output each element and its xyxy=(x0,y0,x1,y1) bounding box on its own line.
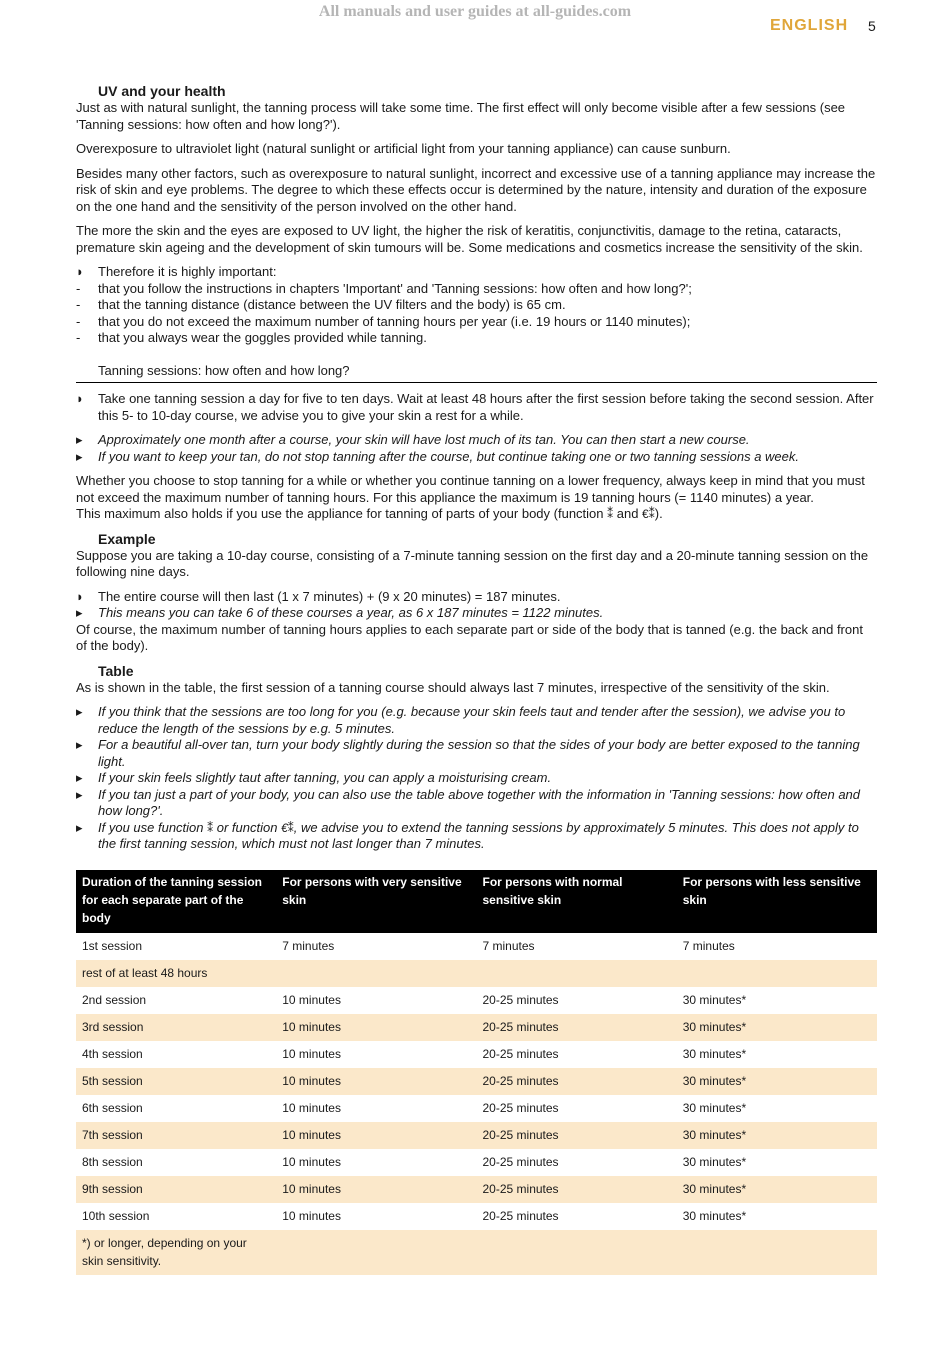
table-cell: 20-25 minutes xyxy=(477,1176,677,1203)
table-header-row xyxy=(76,870,877,933)
sessions-step-text: Take one tanning session a day for five to ten days. Wait at least 48 hours after the first session before taking the second session. After this 5- to 10-day course, we advise you to give your skin a rest for a while. xyxy=(98,391,874,423)
table-cell: 10 minutes xyxy=(282,1100,341,1115)
table-header-cell: Duration of the tanning session for each separate part of the body xyxy=(76,870,276,933)
table-cell: 30 minutes* xyxy=(677,1068,877,1095)
max-parts-text: and xyxy=(613,506,643,521)
table-row xyxy=(76,1176,877,1203)
example-paragraph-2: Of course, the maximum number of tanning hours applies to each separate part or side of the body that is tanned (e.g. the back and front of the body). xyxy=(76,621,863,653)
important-list-item xyxy=(76,281,877,298)
table-cell: 7 minutes xyxy=(482,938,535,953)
step-marker-icon: ◗ xyxy=(76,264,84,279)
table-cell: 10 minutes xyxy=(276,1122,476,1149)
important-item-text: that you do not exceed the maximum number of tanning hours per year (i.e. 19 hours or 1140 minutes); xyxy=(98,313,691,329)
uv-paragraph-1: Just as with natural sunlight, the tanning process will take some time. The first effect will only become visible after a few sessions (see 'Tanning sessions: how often and how long?'). xyxy=(76,100,846,132)
example-heading: Example xyxy=(98,530,156,547)
table-cell: 1st session xyxy=(82,938,143,953)
language-label: ENGLISH xyxy=(770,17,849,34)
table-cell: 10 minutes xyxy=(276,1068,476,1095)
table-cell: 10 minutes xyxy=(276,1176,476,1203)
partial-tan-function-icon: ⁑ xyxy=(207,820,214,835)
dash-marker: - xyxy=(76,297,81,312)
table-cell: 20-25 minutes xyxy=(482,1154,559,1169)
table-note xyxy=(76,704,877,737)
note-marker-icon: ▸ xyxy=(76,448,83,464)
table-cell: 20-25 minutes xyxy=(477,1122,677,1149)
table-row xyxy=(76,1122,877,1149)
table-cell: 20-25 minutes xyxy=(482,1208,559,1223)
note-text-part: , we advise you to extend the tanning sessions by approximately 5 minutes. This does not apply to the first tanning session, which must not last longer than 7 minutes. xyxy=(98,819,859,851)
table-header-cell: For persons with normal sensitive skin xyxy=(477,870,677,933)
table-cell: 10 minutes xyxy=(282,1208,341,1223)
table-cell xyxy=(477,1230,677,1275)
table-cell: 30 minutes* xyxy=(682,1100,747,1115)
important-intro xyxy=(76,264,877,281)
sessions-note-text: If you want to keep your tan, do not stop tanning after the course, but continue taking one or two tanning sessions a week. xyxy=(98,448,799,464)
tanning-table xyxy=(76,870,877,1275)
important-item-text: that you follow the instructions in chapters 'Important' and 'Tanning sessions: how often and how long?'; xyxy=(98,280,692,296)
step-marker-icon: ◗ xyxy=(76,391,84,406)
important-list-item xyxy=(76,330,877,347)
note-marker-icon: ▸ xyxy=(76,819,83,835)
partial-tan-function-icon: ⁑ xyxy=(607,507,614,521)
table-row xyxy=(76,987,877,1014)
dash-marker: - xyxy=(76,313,81,329)
sessions-note xyxy=(76,449,877,466)
table-cell: 8th session xyxy=(82,1154,143,1169)
important-intro-text: Therefore it is highly important: xyxy=(98,264,277,279)
max-hours-paragraph: Whether you choose to stop tanning for a while or whether you continue tanning on a lower frequency, always keep in mind that you must not exceed the maximum number of tanning hours. For this appliance the maximum is 19 tanning hours (= 1140 minutes) a year. xyxy=(76,473,865,505)
table-rest-row xyxy=(76,960,877,987)
table-cell: 7th session xyxy=(76,1122,276,1149)
example-note-text: This means you can take 6 of these courses a year, as 6 x 187 minutes = 1122 minutes. xyxy=(98,605,604,620)
table-cell: 10 minutes xyxy=(282,1154,341,1169)
table-cell: 30 minutes* xyxy=(682,992,747,1007)
table-cell: 30 minutes* xyxy=(682,1154,747,1169)
table-cell: 9th session xyxy=(76,1176,276,1203)
dash-marker: - xyxy=(76,330,81,345)
table-cell: 20-25 minutes xyxy=(482,1100,559,1115)
table-cell: 10 minutes xyxy=(282,992,341,1007)
tanning-sessions-heading: Tanning sessions: how often and how long? xyxy=(76,363,877,384)
table-cell: 4th session xyxy=(82,1046,143,1061)
page-content xyxy=(76,83,877,1275)
note-marker-icon: ▸ xyxy=(76,786,83,802)
table-cell: 10 minutes xyxy=(282,1046,341,1061)
face-tan-function-icon: €⁑ xyxy=(281,820,294,835)
table-cell: 10th session xyxy=(82,1208,150,1223)
table-cell xyxy=(677,1230,877,1275)
table-note-text: For a beautiful all-over tan, turn your body slightly during the session so that the sides of your body are better exposed to the tanning light. xyxy=(98,737,860,769)
step-marker-icon: ◗ xyxy=(76,588,84,604)
important-list-item xyxy=(76,297,877,314)
uv-paragraph-4: The more the skin and the eyes are exposed to UV light, the higher the risk of keratitis, conjunctivitis, damage to the retina, cataracts, premature skin ageing and the development of skin tumours will be. Some medications and cosmetics increase the sensitivity of the skin. xyxy=(76,223,863,255)
table-row xyxy=(76,1203,877,1230)
note-marker-icon: ▸ xyxy=(76,605,83,620)
table-cell: 7 minutes xyxy=(282,938,335,953)
note-marker-icon: ▸ xyxy=(76,770,83,785)
sessions-note xyxy=(76,432,877,449)
table-header-cell: For persons with less sensitive skin xyxy=(677,870,877,933)
table-cell: 20-25 minutes xyxy=(482,1046,559,1061)
table-note-text: If you tan just a part of your body, you can also use the table above together with the information in 'Tanning sessions: how often and how long?'. xyxy=(98,786,861,818)
example-step xyxy=(76,589,877,606)
table-footnote-row xyxy=(76,1230,877,1275)
max-parts-text: ). xyxy=(654,506,663,521)
example-paragraph: Suppose you are taking a 10-day course, consisting of a 7-minute tanning session on the first day and a 20-minute tanning session on the following nine days. xyxy=(76,547,869,579)
table-row xyxy=(76,1095,877,1122)
important-item-text: that the tanning distance (distance between the UV filters and the body) is 65 cm. xyxy=(98,297,566,312)
table-cell: 20-25 minutes xyxy=(477,1068,677,1095)
important-list-item xyxy=(76,314,877,331)
max-hours-parts-paragraph xyxy=(76,506,877,523)
table-header-cell: For persons with very sensitive skin xyxy=(276,870,476,933)
table-note-text xyxy=(98,820,859,852)
note-marker-icon: ▸ xyxy=(76,432,83,447)
table-cell: 30 minutes* xyxy=(682,1046,747,1061)
table-row xyxy=(76,1041,877,1068)
page-number: 5 xyxy=(868,18,876,34)
table-cell: 30 minutes* xyxy=(677,1122,877,1149)
table-heading: Table xyxy=(98,662,134,679)
table-cell xyxy=(276,1230,476,1275)
table-footnote: *) or longer, depending on your skin sensitivity. xyxy=(76,1230,276,1275)
table-note xyxy=(76,787,877,820)
max-parts-text: This maximum also holds if you use the appliance for tanning of parts of your body (function xyxy=(76,506,608,521)
table-note xyxy=(76,737,877,770)
table-cell: 20-25 minutes xyxy=(482,992,559,1007)
table-cell: 5th session xyxy=(76,1068,276,1095)
table-cell: 3rd session xyxy=(76,1014,276,1041)
uv-paragraph-2: Overexposure to ultraviolet light (natural sunlight or artificial light from your tanning appliance) can cause sunburn. xyxy=(76,141,731,156)
table-cell: rest of at least 48 hours xyxy=(76,960,877,987)
uv-health-heading: UV and your health xyxy=(98,83,226,99)
note-marker-icon: ▸ xyxy=(76,737,83,752)
table-cell: 30 minutes* xyxy=(677,1176,877,1203)
table-note xyxy=(76,770,877,787)
table-cell: 2nd session xyxy=(82,992,147,1007)
table-cell: 7 minutes xyxy=(682,938,735,953)
table-note-text: If your skin feels slightly taut after tanning, you can apply a moisturising cream. xyxy=(98,770,552,785)
note-text-part: If you use function xyxy=(98,819,208,835)
table-cell: 30 minutes* xyxy=(682,1208,747,1223)
table-row xyxy=(76,1149,877,1176)
uv-paragraph-3: Besides many other factors, such as overexposure to natural sunlight, incorrect and excessive use of a tanning appliance may increase the risk of skin and eye problems. The degree to which these effects occur is determined by the nature, intensity and duration of the exposure on the one hand and the sensitivity of the person involved on the other hand. xyxy=(76,165,876,214)
face-tan-function-icon: €⁑ xyxy=(642,507,655,521)
example-step-text: The entire course will then last (1 x 7 minutes) + (9 x 20 minutes) = 187 minutes. xyxy=(98,588,561,604)
table-cell: 20-25 minutes xyxy=(477,1014,677,1041)
watermark: All manuals and user guides at all-guides.com xyxy=(318,3,632,20)
table-row xyxy=(76,933,877,960)
table-note-text: If you think that the sessions are too long for you (e.g. because your skin feels taut and tender after the session), we advise you to reduce the length of the sessions by e.g. 5 minutes. xyxy=(98,704,846,736)
table-cell: 10 minutes xyxy=(276,1014,476,1041)
example-note xyxy=(76,605,877,622)
sessions-note-text: Approximately one month after a course, your skin will have lost much of its tan. You can then start a new course. xyxy=(98,432,750,447)
table-cell: 30 minutes* xyxy=(677,1014,877,1041)
note-text-part: or function xyxy=(213,819,282,835)
important-item-text: that you always wear the goggles provided while tanning. xyxy=(98,330,427,345)
table-intro-paragraph: As is shown in the table, the first session of a tanning course should always last 7 minutes, irrespective of the sensitivity of the skin. xyxy=(76,679,830,695)
table-cell: 6th session xyxy=(82,1100,143,1115)
dash-marker: - xyxy=(76,280,81,296)
note-marker-icon: ▸ xyxy=(76,704,83,719)
table-row xyxy=(76,1014,877,1041)
sessions-step xyxy=(76,391,877,424)
table-note xyxy=(76,820,877,853)
table-row xyxy=(76,1068,877,1095)
